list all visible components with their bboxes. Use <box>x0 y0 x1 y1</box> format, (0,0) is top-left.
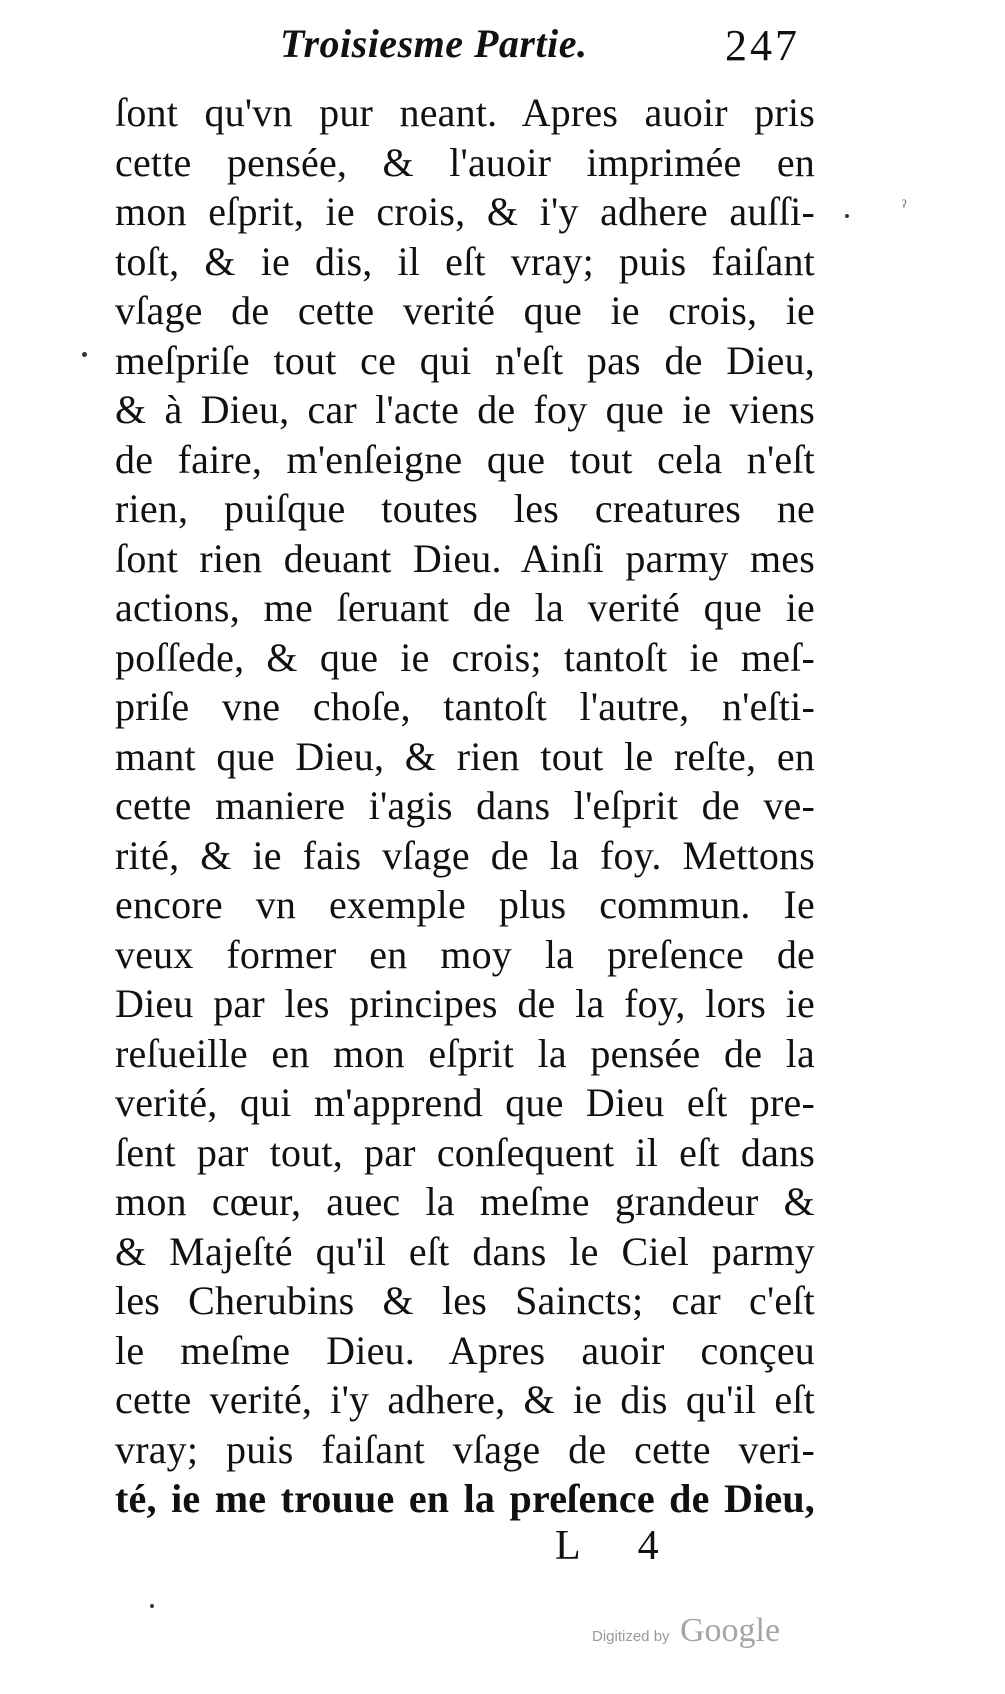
watermark-prefix: Digitized by <box>592 1628 670 1645</box>
running-title: Troisiesme Partie. <box>280 21 588 66</box>
signature-mark: L 4 <box>555 1523 683 1569</box>
ink-speck <box>150 1604 154 1608</box>
text-line: rien, puiſque toutes les creatures ne <box>115 486 815 531</box>
running-head <box>280 20 800 80</box>
text-line: actions, me ſeruant de la verité que ie <box>115 585 815 630</box>
page-number: 247 <box>725 21 800 70</box>
text-line: encore vn exemple plus commun. Ie <box>115 882 815 927</box>
ink-speck <box>82 352 87 357</box>
text-line: priſe vne choſe, tantoſt l'autre, n'eſti- <box>115 684 815 729</box>
text-line: ſont qu'vn pur neant. Apres auoir pris <box>115 90 815 135</box>
text-line: les Cherubins & les Saincts; car c'eſt <box>115 1278 815 1323</box>
text-line: cette maniere i'agis dans l'eſprit de ve- <box>115 783 815 828</box>
ink-speck <box>845 214 849 218</box>
text-line: mon eſprit, ie crois, & i'y adhere auſſi- <box>115 189 815 234</box>
text-line: Dieu par les principes de la foy, lors ie <box>115 981 815 1026</box>
text-line: de faire, m'enſeigne que tout cela n'eſt <box>115 436 815 482</box>
text-line: verité, qui m'apprend que Dieu eſt pre- <box>115 1080 815 1125</box>
text-line: poſſede, & que ie crois; tantoſt ie meſ- <box>115 634 815 680</box>
text-line: & Majeſté qu'il eſt dans le Ciel parmy <box>115 1228 815 1274</box>
text-line: ſont rien deuant Dieu. Ainſi parmy mes <box>115 535 815 581</box>
text-line: cette pensée, & l'auoir imprimée en <box>115 139 815 185</box>
text-line: & à Dieu, car l'acte de foy que ie viens <box>115 387 815 432</box>
text-line: mon cœur, auec la meſme grandeur & <box>115 1179 815 1224</box>
text-line: reſueille en mon eſprit la pensée de la <box>115 1030 815 1076</box>
text-line: cette verité, i'y adhere, & ie dis qu'il eſt <box>115 1377 815 1422</box>
body-text <box>115 88 815 1524</box>
text-line: veux former en moy la preſence de <box>115 931 815 977</box>
text-line: meſpriſe tout ce qui n'eſt pas de Dieu, <box>115 337 815 383</box>
text-line: rité, & ie fais vſage de la foy. Mettons <box>115 832 815 878</box>
text-line: té, ie me trouue en la preſence de Dieu, <box>115 1476 815 1521</box>
text-line: toſt, & ie dis, il eſt vray; puis faiſant <box>115 238 815 284</box>
digitization-watermark <box>592 1612 812 1652</box>
text-line: ſent par tout, par conſequent il eſt dans <box>115 1129 815 1175</box>
text-line: mant que Dieu, & rien tout le reſte, en <box>115 733 815 779</box>
text-line: vray; puis faiſant vſage de cette veri- <box>115 1426 815 1472</box>
text-line: le meſme Dieu. Apres auoir conçeu <box>115 1327 815 1373</box>
text-line: vſage de cette verité que ie crois, ie <box>115 288 815 333</box>
margin-mark: ˀ <box>902 196 907 216</box>
watermark-brand: Google <box>680 1612 781 1649</box>
